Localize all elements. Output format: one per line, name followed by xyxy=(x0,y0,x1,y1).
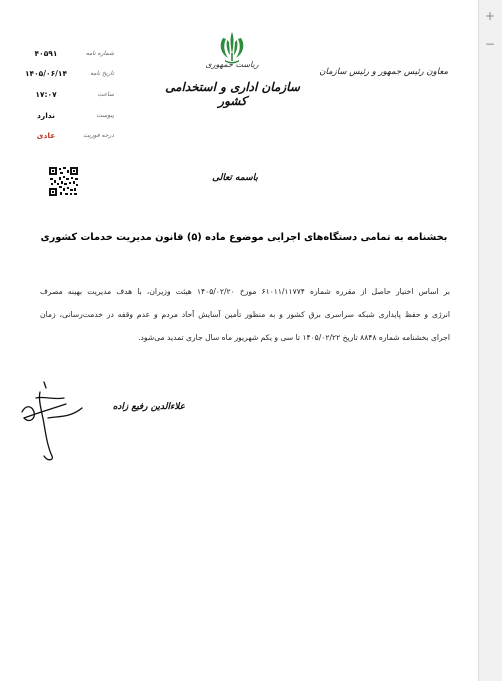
circular-title: بخشنامه به تمامی دستگاه‌های اجرایی موضوع ماده (۵) قانون مدیریت خدمات کشوری xyxy=(40,232,448,243)
meta-urgency xyxy=(22,130,114,142)
meta-value: ندارد xyxy=(37,111,55,120)
sender-title: معاون رئیس جمهور و رئیس سازمان xyxy=(319,67,448,77)
meta-label: تاریخ نامه xyxy=(90,70,114,77)
signer-name: علاءالدین رفیع زاده xyxy=(112,402,185,412)
meta-label: شماره نامه xyxy=(85,50,114,57)
body-paragraph-line: اجرای بخشنامه شماره ۸۸۴۸ تاریخ ۱۴۰۵/۰۲/۲۲ تا سی و یکم شهریور ماه سال جاری تمدید می‌شود. xyxy=(138,333,450,342)
body-paragraph-line: بر اساس اختیار حاصل از مقرره شماره ۶۱۰۱۱/۱۱۷۷۴ مورخ ۱۴۰۵/۰۲/۲۰ هیئت وزیران، با هدف مدیریت بهینه مصرف xyxy=(40,287,450,296)
meta-label: درجه فوریت xyxy=(83,132,114,139)
meta-letter-number xyxy=(22,48,114,60)
zoom-in-icon[interactable]: + xyxy=(484,9,496,23)
org-subtitle: ریاست جمهوری xyxy=(205,60,259,69)
bismillah-heading: باسمه تعالی xyxy=(212,173,258,183)
meta-letter-date xyxy=(22,68,114,80)
meta-value-urgent: عادی xyxy=(36,131,56,140)
meta-value: ۴۰۵۹۱ xyxy=(34,49,58,58)
signature-mark xyxy=(8,378,88,468)
zoom-out-icon[interactable]: − xyxy=(484,37,496,51)
meta-label: پیوست xyxy=(96,112,114,119)
body-paragraph-line: انرژی و حفظ پایداری شبکه سراسری برق کشور و به منظور تأمین آسایش آحاد مردم و عدم وقفه در خدمت‌رسانی، زمان xyxy=(40,310,450,319)
org-name: سازمان اداری و استخدامی کشور xyxy=(165,80,300,108)
meta-label: ساعت xyxy=(97,91,114,98)
meta-attachment xyxy=(22,110,114,122)
meta-value: ۱۴۰۵/۰۶/۱۴ xyxy=(24,69,68,78)
qr-code xyxy=(48,166,79,197)
meta-time xyxy=(22,89,114,101)
meta-value: ۱۷:۰۷ xyxy=(35,90,57,99)
